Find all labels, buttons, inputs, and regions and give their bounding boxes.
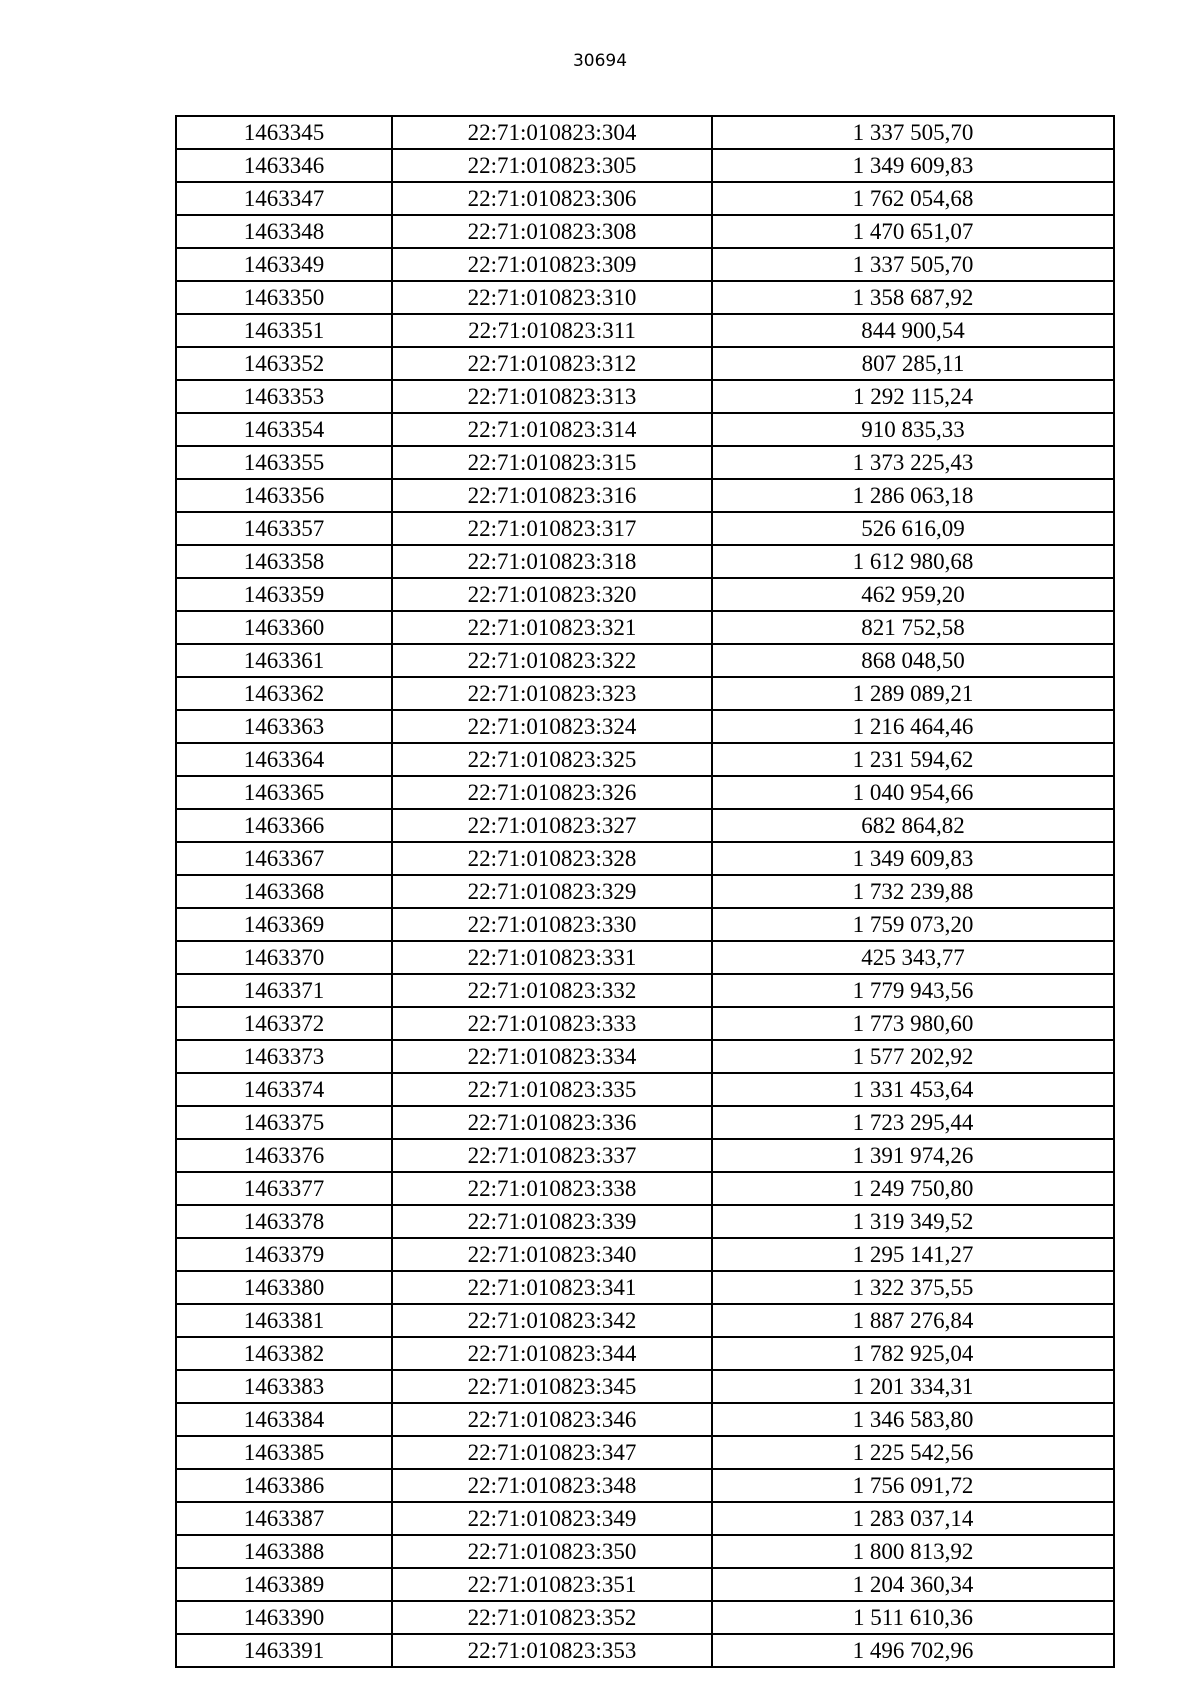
cadastral-value-cell: 1 782 925,04	[712, 1337, 1114, 1370]
cadastral-number-cell: 22:71:010823:312	[392, 347, 712, 380]
record-number-cell: 1463352	[176, 347, 392, 380]
record-number-cell: 1463389	[176, 1568, 392, 1601]
record-number-cell: 1463345	[176, 116, 392, 149]
cadastral-value-cell: 1 358 687,92	[712, 281, 1114, 314]
cadastral-value-cell: 1 732 239,88	[712, 875, 1114, 908]
cadastral-value-cell: 1 216 464,46	[712, 710, 1114, 743]
cadastral-number-cell: 22:71:010823:340	[392, 1238, 712, 1271]
cadastral-number-cell: 22:71:010823:324	[392, 710, 712, 743]
table-row	[176, 1205, 1114, 1238]
cadastral-number-cell: 22:71:010823:338	[392, 1172, 712, 1205]
cadastral-number-cell: 22:71:010823:317	[392, 512, 712, 545]
table-row	[176, 1502, 1114, 1535]
record-number-cell: 1463362	[176, 677, 392, 710]
cadastral-value-cell: 1 756 091,72	[712, 1469, 1114, 1502]
cadastral-value-cell: 1 373 225,43	[712, 446, 1114, 479]
record-number-cell: 1463380	[176, 1271, 392, 1304]
cadastral-number-cell: 22:71:010823:325	[392, 743, 712, 776]
record-number-cell: 1463353	[176, 380, 392, 413]
cadastral-value-cell: 910 835,33	[712, 413, 1114, 446]
table-row	[176, 611, 1114, 644]
cadastral-value-cell: 821 752,58	[712, 611, 1114, 644]
table-row	[176, 446, 1114, 479]
record-number-cell: 1463388	[176, 1535, 392, 1568]
record-number-cell: 1463347	[176, 182, 392, 215]
table-row	[176, 809, 1114, 842]
table-row	[176, 644, 1114, 677]
cadastral-value-cell: 1 322 375,55	[712, 1271, 1114, 1304]
cadastral-number-cell: 22:71:010823:345	[392, 1370, 712, 1403]
table-row	[176, 1634, 1114, 1667]
cadastral-value-cell: 1 201 334,31	[712, 1370, 1114, 1403]
table-row	[176, 1172, 1114, 1205]
table-row	[176, 710, 1114, 743]
cadastral-value-cell: 1 225 542,56	[712, 1436, 1114, 1469]
record-number-cell: 1463382	[176, 1337, 392, 1370]
record-number-cell: 1463378	[176, 1205, 392, 1238]
record-number-cell: 1463355	[176, 446, 392, 479]
cadastral-value-cell: 1 204 360,34	[712, 1568, 1114, 1601]
table-row	[176, 1073, 1114, 1106]
table-row	[176, 1040, 1114, 1073]
table-row	[176, 248, 1114, 281]
table-row	[176, 215, 1114, 248]
cadastral-value-cell: 1 511 610,36	[712, 1601, 1114, 1634]
record-number-cell: 1463351	[176, 314, 392, 347]
table-row	[176, 512, 1114, 545]
cadastral-number-cell: 22:71:010823:311	[392, 314, 712, 347]
cadastral-number-cell: 22:71:010823:308	[392, 215, 712, 248]
cadastral-value-cell: 1 295 141,27	[712, 1238, 1114, 1271]
table-row	[176, 578, 1114, 611]
table-row	[176, 182, 1114, 215]
record-number-cell: 1463371	[176, 974, 392, 1007]
cadastral-value-cell: 1 762 054,68	[712, 182, 1114, 215]
cadastral-value-cell: 1 887 276,84	[712, 1304, 1114, 1337]
page-number: 30694	[572, 51, 628, 71]
record-number-cell: 1463369	[176, 908, 392, 941]
record-number-cell: 1463354	[176, 413, 392, 446]
table-row	[176, 842, 1114, 875]
table-row	[176, 545, 1114, 578]
cadastral-number-cell: 22:71:010823:314	[392, 413, 712, 446]
record-number-cell: 1463349	[176, 248, 392, 281]
cadastral-number-cell: 22:71:010823:334	[392, 1040, 712, 1073]
cadastral-value-cell: 1 249 750,80	[712, 1172, 1114, 1205]
cadastral-number-cell: 22:71:010823:337	[392, 1139, 712, 1172]
table-row	[176, 1139, 1114, 1172]
record-number-cell: 1463376	[176, 1139, 392, 1172]
cadastral-value-cell: 462 959,20	[712, 578, 1114, 611]
record-number-cell: 1463356	[176, 479, 392, 512]
table-row	[176, 347, 1114, 380]
record-number-cell: 1463367	[176, 842, 392, 875]
cadastral-value-cell: 1 040 954,66	[712, 776, 1114, 809]
cadastral-value-cell: 844 900,54	[712, 314, 1114, 347]
table-row	[176, 1370, 1114, 1403]
table-row	[176, 1106, 1114, 1139]
table-row	[176, 743, 1114, 776]
cadastral-number-cell: 22:71:010823:304	[392, 116, 712, 149]
record-number-cell: 1463368	[176, 875, 392, 908]
cadastral-value-cell: 682 864,82	[712, 809, 1114, 842]
cadastral-value-cell: 1 337 505,70	[712, 116, 1114, 149]
table-row	[176, 1535, 1114, 1568]
record-number-cell: 1463390	[176, 1601, 392, 1634]
table-row	[176, 149, 1114, 182]
table-row	[176, 1403, 1114, 1436]
cadastral-number-cell: 22:71:010823:309	[392, 248, 712, 281]
table-row	[176, 314, 1114, 347]
table-row	[176, 1337, 1114, 1370]
cadastral-value-cell: 1 612 980,68	[712, 545, 1114, 578]
cadastral-value-cell: 1 289 089,21	[712, 677, 1114, 710]
cadastral-number-cell: 22:71:010823:344	[392, 1337, 712, 1370]
cadastral-number-cell: 22:71:010823:327	[392, 809, 712, 842]
cadastral-number-cell: 22:71:010823:323	[392, 677, 712, 710]
cadastral-number-cell: 22:71:010823:348	[392, 1469, 712, 1502]
record-number-cell: 1463374	[176, 1073, 392, 1106]
cadastral-number-cell: 22:71:010823:335	[392, 1073, 712, 1106]
cadastral-value-cell: 1 231 594,62	[712, 743, 1114, 776]
cadastral-value-cell: 1 292 115,24	[712, 380, 1114, 413]
cadastral-value-cell: 526 616,09	[712, 512, 1114, 545]
cadastral-value-cell: 1 283 037,14	[712, 1502, 1114, 1535]
table-row	[176, 776, 1114, 809]
cadastral-number-cell: 22:71:010823:349	[392, 1502, 712, 1535]
table-row	[176, 116, 1114, 149]
record-number-cell: 1463361	[176, 644, 392, 677]
cadastral-number-cell: 22:71:010823:310	[392, 281, 712, 314]
record-number-cell: 1463348	[176, 215, 392, 248]
cadastral-number-cell: 22:71:010823:320	[392, 578, 712, 611]
cadastral-value-cell: 1 349 609,83	[712, 842, 1114, 875]
cadastral-number-cell: 22:71:010823:342	[392, 1304, 712, 1337]
record-number-cell: 1463377	[176, 1172, 392, 1205]
table-row	[176, 941, 1114, 974]
table-row	[176, 875, 1114, 908]
cadastral-number-cell: 22:71:010823:332	[392, 974, 712, 1007]
record-number-cell: 1463350	[176, 281, 392, 314]
table-row	[176, 1007, 1114, 1040]
record-number-cell: 1463379	[176, 1238, 392, 1271]
table-row	[176, 908, 1114, 941]
table-row	[176, 1238, 1114, 1271]
cadastral-number-cell: 22:71:010823:346	[392, 1403, 712, 1436]
cadastral-value-cell: 1 337 505,70	[712, 248, 1114, 281]
cadastral-value-cell: 807 285,11	[712, 347, 1114, 380]
record-number-cell: 1463359	[176, 578, 392, 611]
data-table	[175, 115, 1115, 1668]
cadastral-value-cell: 1 470 651,07	[712, 215, 1114, 248]
cadastral-value-cell: 868 048,50	[712, 644, 1114, 677]
cadastral-number-cell: 22:71:010823:330	[392, 908, 712, 941]
table-row	[176, 1469, 1114, 1502]
table-row	[176, 974, 1114, 1007]
cadastral-number-cell: 22:71:010823:353	[392, 1634, 712, 1667]
cadastral-value-cell: 1 577 202,92	[712, 1040, 1114, 1073]
cadastral-number-cell: 22:71:010823:326	[392, 776, 712, 809]
cadastral-value-cell: 425 343,77	[712, 941, 1114, 974]
record-number-cell: 1463357	[176, 512, 392, 545]
cadastral-number-cell: 22:71:010823:351	[392, 1568, 712, 1601]
record-number-cell: 1463391	[176, 1634, 392, 1667]
table-row	[176, 1436, 1114, 1469]
record-number-cell: 1463386	[176, 1469, 392, 1502]
cadastral-value-cell: 1 723 295,44	[712, 1106, 1114, 1139]
cadastral-number-cell: 22:71:010823:306	[392, 182, 712, 215]
cadastral-number-cell: 22:71:010823:333	[392, 1007, 712, 1040]
cadastral-value-cell: 1 496 702,96	[712, 1634, 1114, 1667]
table-row	[176, 1271, 1114, 1304]
cadastral-value-cell: 1 349 609,83	[712, 149, 1114, 182]
record-number-cell: 1463385	[176, 1436, 392, 1469]
cadastral-value-cell: 1 319 349,52	[712, 1205, 1114, 1238]
record-number-cell: 1463372	[176, 1007, 392, 1040]
record-number-cell: 1463365	[176, 776, 392, 809]
cadastral-number-cell: 22:71:010823:339	[392, 1205, 712, 1238]
record-number-cell: 1463346	[176, 149, 392, 182]
cadastral-value-cell: 1 800 813,92	[712, 1535, 1114, 1568]
record-number-cell: 1463384	[176, 1403, 392, 1436]
record-number-cell: 1463364	[176, 743, 392, 776]
table-row	[176, 413, 1114, 446]
record-number-cell: 1463370	[176, 941, 392, 974]
cadastral-value-cell: 1 391 974,26	[712, 1139, 1114, 1172]
table-row	[176, 479, 1114, 512]
cadastral-number-cell: 22:71:010823:321	[392, 611, 712, 644]
cadastral-number-cell: 22:71:010823:336	[392, 1106, 712, 1139]
cadastral-number-cell: 22:71:010823:331	[392, 941, 712, 974]
record-number-cell: 1463375	[176, 1106, 392, 1139]
record-number-cell: 1463358	[176, 545, 392, 578]
cadastral-number-cell: 22:71:010823:329	[392, 875, 712, 908]
cadastral-value-cell: 1 331 453,64	[712, 1073, 1114, 1106]
cadastral-number-cell: 22:71:010823:316	[392, 479, 712, 512]
cadastral-number-cell: 22:71:010823:315	[392, 446, 712, 479]
cadastral-value-cell: 1 286 063,18	[712, 479, 1114, 512]
record-number-cell: 1463366	[176, 809, 392, 842]
record-number-cell: 1463383	[176, 1370, 392, 1403]
record-number-cell: 1463360	[176, 611, 392, 644]
cadastral-number-cell: 22:71:010823:347	[392, 1436, 712, 1469]
table-row	[176, 677, 1114, 710]
table-row	[176, 380, 1114, 413]
cadastral-value-cell: 1 759 073,20	[712, 908, 1114, 941]
record-number-cell: 1463381	[176, 1304, 392, 1337]
cadastral-number-cell: 22:71:010823:318	[392, 545, 712, 578]
cadastral-number-cell: 22:71:010823:350	[392, 1535, 712, 1568]
record-number-cell: 1463387	[176, 1502, 392, 1535]
cadastral-number-cell: 22:71:010823:313	[392, 380, 712, 413]
cadastral-number-cell: 22:71:010823:322	[392, 644, 712, 677]
table-row	[176, 1601, 1114, 1634]
record-number-cell: 1463373	[176, 1040, 392, 1073]
cadastral-number-cell: 22:71:010823:305	[392, 149, 712, 182]
table-row	[176, 1304, 1114, 1337]
table-row	[176, 281, 1114, 314]
cadastral-number-cell: 22:71:010823:341	[392, 1271, 712, 1304]
table-body	[176, 116, 1114, 1667]
table-row	[176, 1568, 1114, 1601]
cadastral-value-cell: 1 346 583,80	[712, 1403, 1114, 1436]
cadastral-number-cell: 22:71:010823:352	[392, 1601, 712, 1634]
cadastral-value-cell: 1 773 980,60	[712, 1007, 1114, 1040]
record-number-cell: 1463363	[176, 710, 392, 743]
cadastral-value-cell: 1 779 943,56	[712, 974, 1114, 1007]
cadastral-number-cell: 22:71:010823:328	[392, 842, 712, 875]
